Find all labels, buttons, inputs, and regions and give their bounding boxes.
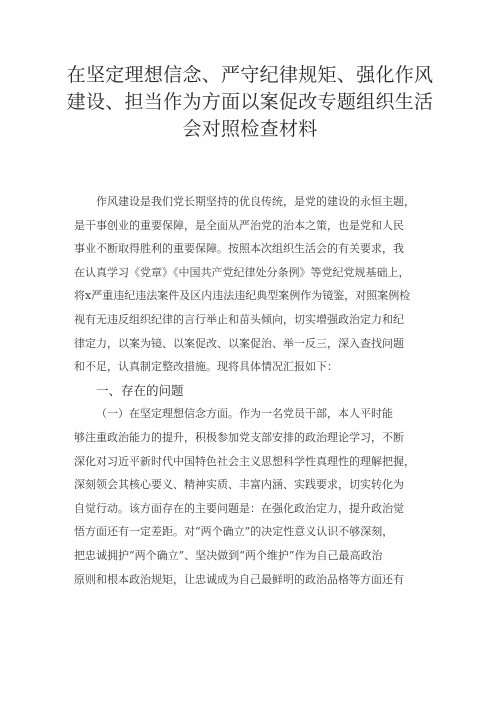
intro-line: 将x严重违纪违法案件及区内违法违纪典型案例作为镜鉴，对照案例检 bbox=[74, 289, 411, 303]
section-line: 原则和根本政治规矩，让忠诚成为自己最鲜明的政治品格等方面还有 bbox=[74, 572, 404, 586]
document-body bbox=[74, 190, 436, 591]
section-line: 够注重政治能力的提升，积极参加党支部安排的政治理论学习，不断 bbox=[74, 430, 404, 444]
intro-line: 和不足，认真制定整改措施。现将具体情况汇报如下： bbox=[74, 360, 338, 374]
intro-line: 事业不断取得胜利的重要保障。按照本次组织生活会的有关要求，我 bbox=[74, 242, 404, 256]
document-title bbox=[60, 62, 440, 143]
intro-line: 是干事创业的重要保障，是全面从严治党的治本之策，也是党和人民 bbox=[74, 218, 404, 232]
title-line: 在坚定理想信念、严守纪律规矩、强化作风 bbox=[66, 64, 434, 86]
section-line: 深化对习近平新时代中国特色社会主义思想科学性真理性的理解把握， bbox=[74, 454, 415, 468]
section-line: 悟方面还有一定差距。对“两个确立”的决定性意义认识不够深刻， bbox=[74, 525, 394, 539]
section-line: 自觉行动。该方面存在的主要问题是：在强化政治定力，提升政治觉 bbox=[74, 501, 404, 515]
title-line: 会对照检查材料 bbox=[182, 118, 318, 140]
intro-line: 视有无违反组织纪律的言行举止和苗头倾向，切实增强政治定力和纪 bbox=[74, 312, 404, 326]
intro-line: 作风建设是我们党长期坚持的优良传统，是党的建设的永恒主题， bbox=[96, 195, 415, 208]
intro-line: 在认真学习《党章》《中国共产党纪律处分条例》等党纪党规基础上， bbox=[74, 265, 410, 279]
section-line: 深刻领会其核心要义、精神实质、丰富内涵、实践要求，切实转化为 bbox=[74, 478, 404, 492]
section-heading: 一、存在的问题 bbox=[96, 382, 184, 398]
intro-line: 律定力，以案为镜、以案促改、以案促治、举一反三，深入查找问题 bbox=[74, 336, 404, 350]
section-line: （一）在坚定理想信念方面。作为一名党员干部，本人平时能 bbox=[96, 407, 393, 421]
title-line: 建设、担当作为方面以案促改专题组织生活 bbox=[66, 91, 434, 113]
section-line: 把忠诚拥护“两个确立”、坚决做到“两个维护”作为自己最高政治 bbox=[74, 548, 383, 562]
